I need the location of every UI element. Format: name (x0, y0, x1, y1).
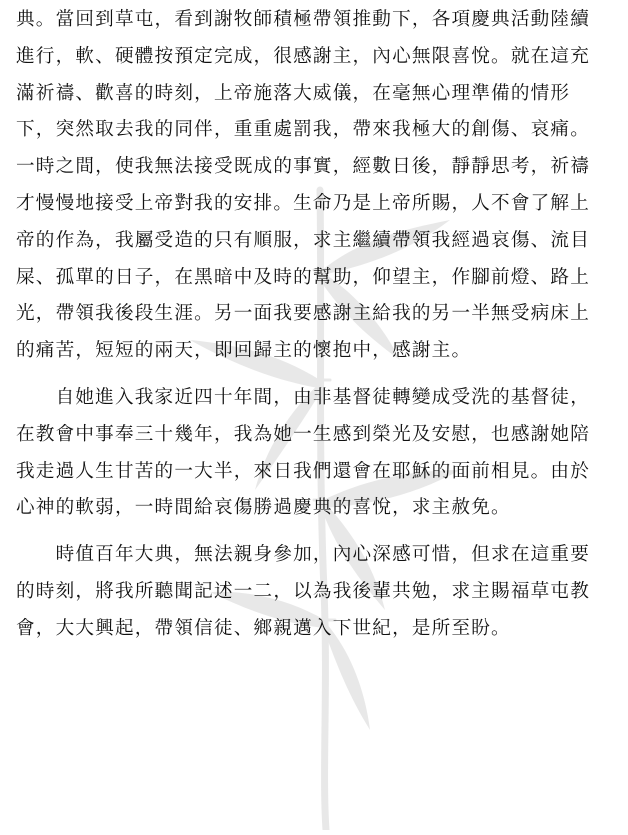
text-line: 我走過人生甘苦的一大半，來日我們還會在耶穌的面前相見。由於 (16, 460, 591, 482)
text-line: 進行，軟、硬體按預定完成，很感謝主，內心無限喜悅。就在這充 (16, 45, 591, 67)
text-line: 才慢慢地接受上帝對我的安排。生命乃是上帝所賜，人不會了解上 (16, 192, 591, 214)
paragraph-2 (16, 380, 616, 527)
text-line: 典。當回到草屯，看到謝牧師積極帶領推動下，各項慶典活動陸續 (16, 9, 591, 30)
text-line: 的時刻，將我所聽聞記述一二，以為我後輩共勉，求主賜福草屯教 (16, 580, 591, 602)
paragraph-1 (16, 2, 616, 370)
document-body (16, 2, 616, 648)
paragraph-gap (16, 370, 616, 380)
paragraph-3 (16, 537, 616, 647)
text-line: 時值百年大典，無法親身參加，內心深感可惜，但求在這重要 (16, 544, 591, 566)
paragraph-gap (16, 527, 616, 537)
text-line: 心神的軟弱，一時間給哀傷勝過慶典的喜悅，求主赦免。 (16, 497, 511, 519)
text-line: 帝的作為，我屬受造的只有順服，求主繼續帶領我經過哀傷、流目 (16, 229, 591, 251)
text-line: 光，帶領我後段生涯。另一面我要感謝主給我的另一半無受病床上 (16, 303, 591, 325)
text-line: 下，突然取去我的同伴，重重處罰我，帶來我極大的創傷、哀痛。 (16, 119, 591, 141)
text-line: 一時之間，使我無法接受既成的事實，經數日後，靜靜思考，祈禱 (16, 156, 591, 178)
text-line: 的痛苦，短短的兩天，即回歸主的懷抱中，感謝主。 (16, 340, 472, 362)
text-line: 屎、孤單的日子，在黑暗中及時的幫助，仰望主，作腳前燈、路上 (16, 266, 591, 288)
text-line: 自她進入我家近四十年間，由非基督徒轉變成受洗的基督徒， (16, 386, 591, 408)
text-line: 在教會中事奉三十幾年，我為她一生感到榮光及安慰，也感謝她陪 (16, 423, 591, 445)
text-line: 滿祈禱、歡喜的時刻，上帝施落大威儀，在毫無心理準備的情形 (16, 82, 571, 104)
text-line: 會，大大興起，帶領信徒、鄉親邁入下世紀，是所至盼。 (16, 617, 511, 639)
